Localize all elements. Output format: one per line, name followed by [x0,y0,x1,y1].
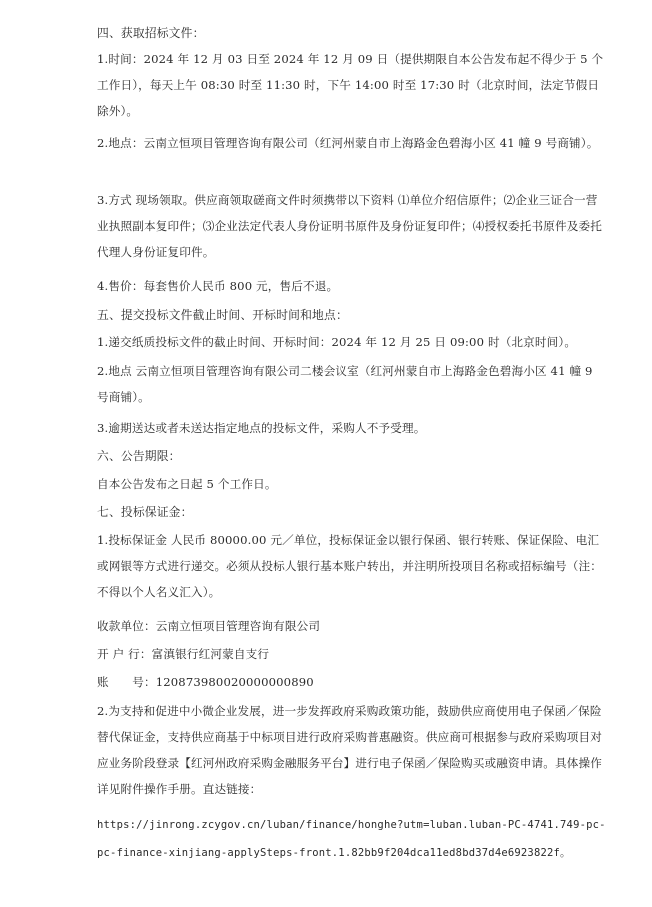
s4-method-paragraph: 3.方式 现场领取。供应商领取磋商文件时须携带以下资料 ⑴单位介绍信原件；⑵企业三证合一营业执照副本复印件；⑶企业法定代表人身份证明书原件及身份证复印件；⑷授权委托书原件及委托代理人身份证复印件。 [97,193,602,259]
s5-location-paragraph: 2.地点 云南立恒项目管理咨询有限公司二楼会议室（红河州蒙自市上海路金色碧海小区 41 幢 9 号商铺）。 [97,364,593,404]
s7-payee: 收款单位：云南立恒项目管理咨询有限公司 [97,619,321,633]
s7-bank: 开 户 行：富滇银行红河蒙自支行 [97,647,270,661]
s7-guarantee-paragraph: 2.为支持和促进中小微企业发展，进一步发挥政府采购政策功能，鼓励供应商使用电子保函／保险替代保证金，支持供应商基于中标项目进行政府采购普惠融资。供应商可根据参与政府采购项目对应业务阶段登录【红河州政府采购金融服务平台】进行电子保函／保险购买或融资申请。具体操作详见附件操作手册。直达链接： [97,704,602,796]
s5-late-paragraph: 3.逾期送达或者未送达指定地点的投标文件，采购人不予受理。 [97,421,426,435]
section-6-heading: 六、公告期限： [97,449,181,463]
s7-link-line-2[interactable]: pc-finance-xinjiang-applySteps-front.1.82bb9f204dca11ed8bd37d4e6923822f。 [97,847,571,859]
s6-period-paragraph: 自本公告发布之日起 5 个工作日。 [97,477,277,491]
s4-location-paragraph: 2.地点：云南立恒项目管理咨询有限公司（红河州蒙自市上海路金色碧海小区 41 幢 9 号商铺）。 [97,136,599,150]
s7-deposit-paragraph: 1.投标保证金 人民币 80000.00 元／单位，投标保证金以银行保函、银行转账、保证保险、电汇或网银等方式进行递交。必须从投标人银行基本账户转出，并注明所投项目名称或招标编号（注：不得以个人名义汇入）。 [97,533,602,599]
section-5-heading: 五、提交投标文件截止时间、开标时间和地点： [97,308,348,322]
s4-price-paragraph: 4.售价：每套售价人民币 800 元，售后不退。 [97,279,339,293]
s7-link-line-1[interactable]: https://jinrong.zcygov.cn/luban/finance/honghe?utm=luban.luban-PC-4741.749-pc- [97,819,606,831]
s5-deadline-paragraph: 1.递交纸质投标文件的截止时间、开标时间：2024 年 12 月 25 日 09:00 时（北京时间）。 [97,335,577,349]
section-7-heading: 七、投标保证金： [97,505,193,519]
section-4-heading: 四、获取招标文件： [97,26,205,40]
s4-time-paragraph: 1.时间：2024 年 12 月 03 日至 2024 年 12 月 09 日（提供期限自本公告发布起不得少于 5 个工作日），每天上午 08:30 时至 11:30 时，下午 14:00 时至 17:30 时（北京时间，法定节假日除外）。 [97,52,604,118]
s7-account: 账 号：120873980020000000890 [97,675,314,689]
